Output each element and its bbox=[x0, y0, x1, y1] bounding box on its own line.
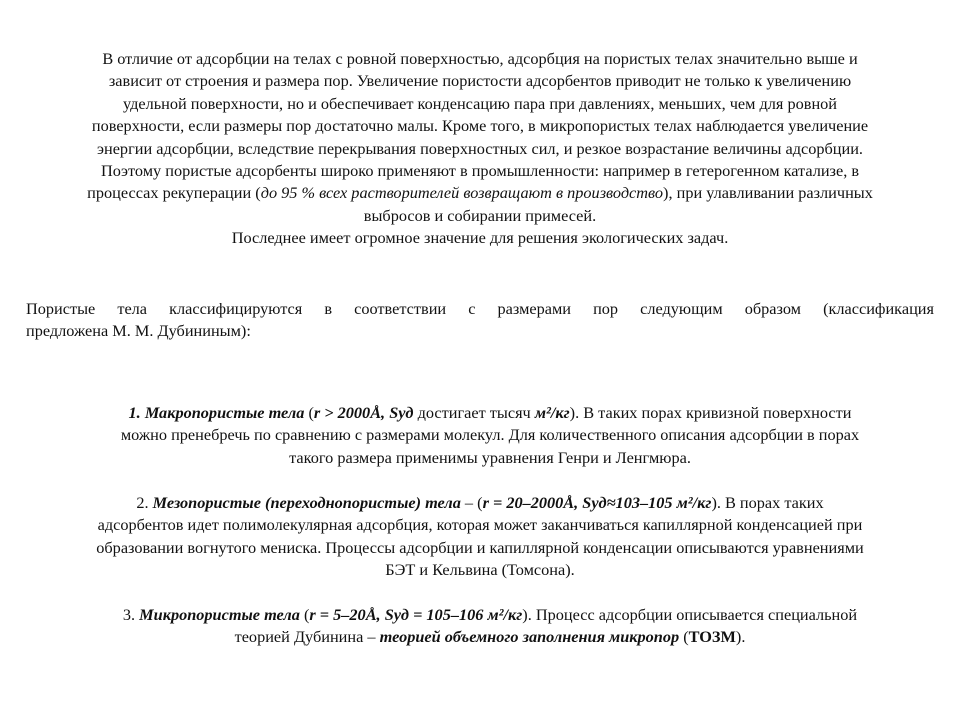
item-params: r = 5–20Å, Sуд = 105–106 м²/кг bbox=[309, 605, 523, 624]
item-text: ). В таких порах кривизной поверхности bbox=[569, 403, 852, 422]
intro-line: зависит от строения и размера пор. Увеличение пористости адсорбентов приводит не только к увеличению bbox=[108, 71, 852, 91]
item-text: ). В порах таких bbox=[711, 493, 824, 512]
item-number: 3. bbox=[122, 605, 140, 624]
item-params: r = 20–2000Å, Sуд≈103–105 м²/кг bbox=[482, 493, 712, 512]
item-text: ). Процесс адсорбции описывается специальной bbox=[522, 605, 858, 624]
intro-line: выбросов и собирании примесей. bbox=[363, 205, 597, 225]
intro-line: В отличие от адсорбции на телах с ровной поверхностью, адсорбция на пористых телах значительно выше и bbox=[102, 49, 858, 68]
theory-name: теорией объемного заполнения микропор bbox=[379, 627, 680, 647]
item-title: 1. Макропористые тела bbox=[128, 403, 305, 422]
item-line: такого размера применимы уравнения Генри и Ленгмюра. bbox=[289, 447, 691, 467]
item-line bbox=[40, 626, 940, 648]
item-title: Микропористые тела bbox=[139, 605, 300, 624]
intro-line: удельной поверхности, но и обеспечивает конденсацию пара при давлениях, меньших, чем для ровной bbox=[122, 93, 838, 113]
intro-text: процессах рекуперации ( bbox=[87, 183, 261, 203]
item-text: ( bbox=[304, 403, 314, 422]
macroporous-item bbox=[40, 402, 940, 469]
microporous-item bbox=[40, 604, 940, 649]
intro-conclusion: Последнее имеет огромное значение для решения экологических задач. bbox=[231, 228, 729, 248]
item-params: r > 2000Å, Sуд bbox=[313, 403, 414, 422]
item-line bbox=[40, 604, 940, 626]
classification-line: Пористые тела классифицируются в соответствии с размерами пор следующим образом (классификация bbox=[26, 299, 934, 318]
item-line: можно пренебречь по сравнению с размерами молекул. Для количественного описания адсорбции в порах bbox=[120, 425, 860, 445]
intro-line bbox=[26, 182, 934, 204]
item-line: БЭТ и Кельвина (Томсона). bbox=[385, 560, 575, 580]
mesoporous-item bbox=[26, 492, 934, 582]
intro-line: энергии адсорбции, вследствие перекрывания поверхностных сил, и резкое возрастание величины адсорбции. bbox=[97, 138, 863, 158]
item-text: ). bbox=[735, 627, 746, 647]
intro-text: ), при улавливании различных bbox=[663, 183, 873, 203]
item-text: – ( bbox=[460, 493, 483, 512]
item-line: образовании вогнутого мениска. Процессы адсорбции и капиллярной конденсации описываются уравнениями bbox=[96, 537, 864, 557]
item-text: теорией Дубинина – bbox=[234, 627, 380, 647]
item-line: адсорбентов идет полимолекулярная адсорбция, которая может заканчиваться капиллярной конденсацией при bbox=[97, 515, 863, 535]
classification-line: предложена М. М. Дубининым): bbox=[26, 321, 251, 341]
intro-line: Поэтому пористые адсорбенты широко применяют в промышленности: например в гетерогенном катализе, в bbox=[100, 161, 860, 181]
item-number: 2. bbox=[136, 493, 153, 512]
intro-italic-note: до 95 % всех растворителей возвращают в производство bbox=[260, 183, 664, 203]
item-text: достигает тысяч bbox=[413, 403, 535, 422]
item-text: ( bbox=[299, 605, 310, 624]
intro-line: поверхности, если размеры пор достаточно малы. Кроме того, в микропористых телах наблюдается увеличение bbox=[91, 116, 869, 136]
intro-paragraph bbox=[26, 48, 934, 250]
item-units: м²/кг bbox=[534, 403, 570, 422]
theory-abbreviation: ТОЗМ bbox=[688, 627, 736, 647]
item-text: ( bbox=[679, 627, 689, 647]
item-line bbox=[40, 402, 940, 424]
classification-paragraph bbox=[26, 298, 934, 343]
item-title: Мезопористые (переходнопористые) тела bbox=[152, 493, 461, 512]
item-line bbox=[26, 492, 934, 514]
